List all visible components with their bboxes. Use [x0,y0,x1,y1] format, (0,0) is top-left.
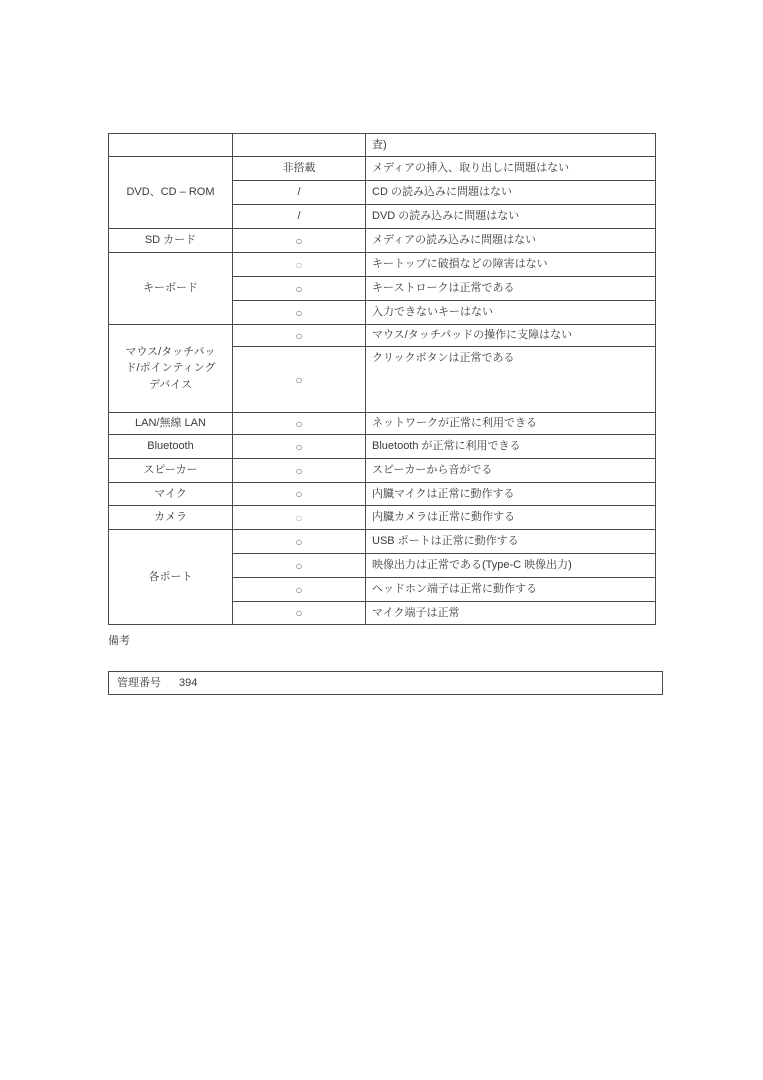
device-cell-dvd-cdrom: DVD、CD – ROM [109,157,233,229]
result-cell-circle: ○ [233,459,366,483]
result-cell-circle: ○ [233,602,366,625]
check-item-cell: CD の読み込みに問題はない [366,181,656,205]
device-cell-sd-card: SD カード [109,229,233,253]
check-item-cell: スピーカーから音がでる [366,459,656,483]
empty-cell [233,134,366,157]
table-row [109,229,656,253]
result-cell: 非搭載 [233,157,366,181]
table-row [109,459,656,483]
check-item-cell: USB ポートは正常に動作する [366,530,656,554]
table-row [109,483,656,506]
device-cell-ports: 各ポート [109,530,233,625]
check-item-cell: メディアの挿入、取り出しに問題はない [366,157,656,181]
device-cell-keyboard: キーボード [109,253,233,325]
management-number-box [108,671,663,695]
result-cell-circle: ○ [233,554,366,578]
table-row [109,435,656,459]
result-cell-circle: ○ [233,253,366,277]
result-cell-circle: ○ [233,530,366,554]
check-item-cell: 内臓マイクは正常に動作する [366,483,656,506]
table-row [109,134,656,157]
empty-cell [109,134,233,157]
check-item-cell: キートップに破損などの障害はない [366,253,656,277]
result-cell-circle: ○ [233,277,366,301]
management-number-value: 394 [179,677,198,689]
check-item-cell: 入力できないキーはない [366,301,656,325]
result-cell-circle: ○ [233,229,366,253]
check-item-cell: キーストロークは正常である [366,277,656,301]
check-item-cell: Bluetooth が正常に利用できる [366,435,656,459]
device-cell-bluetooth: Bluetooth [109,435,233,459]
check-item-cell: 内臓カメラは正常に動作する [366,506,656,530]
result-cell-circle: ○ [233,325,366,347]
check-item-cell: クリックボタンは正常である [366,347,656,413]
check-item-cell: メディアの読み込みに問題はない [366,229,656,253]
result-cell-circle: ○ [233,413,366,435]
result-cell: / [233,205,366,229]
table-row [109,157,656,181]
device-cell-lan: LAN/無線 LAN [109,413,233,435]
check-item-cell: DVD の読み込みに問題はない [366,205,656,229]
check-item-cell: ネットワークが正常に利用できる [366,413,656,435]
device-cell-speaker: スピーカー [109,459,233,483]
result-cell-circle: ○ [233,578,366,602]
check-item-cell: マウス/タッチパッドの操作に支障はない [366,325,656,347]
check-item-cell: マイク端子は正常 [366,602,656,625]
result-cell-circle: ○ [233,301,366,325]
result-cell-circle: ○ [233,483,366,506]
check-item-cell: ヘッドホン端子は正常に動作する [366,578,656,602]
table-row [109,506,656,530]
device-cell-mouse-touchpad [109,325,233,413]
device-label: マウス/タッチパッド/ポインティングデバイス [125,345,216,391]
table-row [109,253,656,277]
table-row [109,325,656,347]
remarks-label: 備考 [108,635,130,647]
result-cell-circle: ○ [233,435,366,459]
header-continuation-cell: 査) [366,134,656,157]
table-row [109,413,656,435]
page-content [108,133,655,695]
device-cell-camera: カメラ [109,506,233,530]
result-cell: / [233,181,366,205]
management-number-label: 管理番号 [117,677,161,689]
check-item-cell: 映像出力は正常である(Type-C 映像出力) [366,554,656,578]
result-cell-circle: ○ [233,506,366,530]
result-cell-circle: ○ [233,347,366,413]
inspection-table [108,133,656,625]
device-cell-mic: マイク [109,483,233,506]
table-row [109,530,656,554]
